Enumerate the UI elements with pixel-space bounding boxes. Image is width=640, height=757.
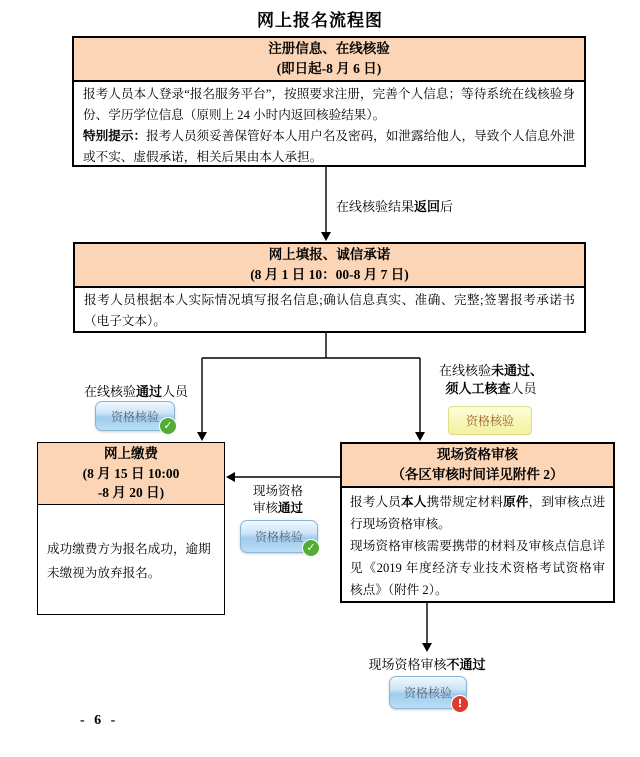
qualification-badge-online-pass	[95, 401, 175, 431]
check-icon: ✓	[302, 539, 320, 557]
label-line: 在线核验未通过、	[438, 363, 544, 378]
flow-node-register-header	[74, 38, 584, 82]
flow-node-onsite	[340, 442, 615, 603]
label-line: 现场资格	[252, 484, 303, 498]
register-body-notice: 特别提示：报考人员须妥善保管好本人用户名及密码，如泄露给他人，导致个人信息外泄或不实、虚假承诺，相关后果由本人承担。	[83, 129, 576, 164]
register-body-text: 报考人员本人登录“报名服务平台”，按照要求注册，完善个人信息；等待系统在线核验身份、学历学位信息（原则上 24 小时内返回核验结果）。	[83, 87, 575, 122]
badge-label: 资格核验	[254, 530, 303, 544]
onsite-body-text: 报考人员本人携带规定材料原件，到审核点进行现场资格审核。	[350, 495, 606, 531]
node-title-line: 网上缴费	[104, 446, 158, 461]
flow-node-onsite-body	[342, 488, 613, 601]
node-date-line: (即日起-8 月 6 日)	[276, 61, 382, 76]
flow-node-register-body	[74, 82, 584, 168]
check-icon: ✓	[159, 417, 177, 435]
flow-node-pay-header	[38, 443, 224, 505]
qualification-badge-onsite-fail	[389, 676, 467, 709]
label-online-check-passed: 在线核验通过人员	[83, 384, 189, 399]
page-number: - 6 -	[80, 713, 119, 728]
arrowhead-into-fill	[321, 232, 331, 241]
alert-icon: !	[451, 695, 469, 713]
badge-label: 资格核验	[465, 414, 514, 428]
flow-node-register	[72, 36, 586, 167]
node-date-line: （各区审核时间详见附件 2）	[391, 467, 564, 482]
flow-node-fill-header	[75, 244, 584, 288]
qualification-badge-manual-check	[448, 406, 532, 435]
flow-node-pay-body	[38, 505, 224, 585]
flow-node-fill-body	[75, 288, 584, 332]
badge-label: 资格核验	[403, 686, 452, 700]
pay-body-text: 成功缴费方为报名成功，逾期未缴视为放弃报名。	[47, 541, 211, 580]
flow-node-onsite-header	[342, 444, 613, 488]
flow-node-fill	[73, 242, 586, 333]
badge-label: 资格核验	[110, 409, 159, 424]
flow-node-pay	[37, 442, 225, 615]
node-title-line: 注册信息、在线核验	[268, 41, 390, 56]
label-line: 审核通过	[252, 500, 304, 515]
label-online-check-failed	[426, 362, 556, 398]
node-date-line: (8 月 15 日 10:00	[82, 465, 180, 481]
node-date-line: -8 月 20 日)	[97, 485, 165, 500]
arrowhead-onsite-fail	[422, 643, 432, 652]
qualification-badge-onsite-pass	[240, 520, 318, 553]
page-title: 网上报名流程图	[257, 11, 383, 31]
node-title-line: 现场资格审核	[437, 447, 518, 462]
label-onsite-review-failed: 现场资格审核不通过	[368, 657, 486, 672]
arrowhead-into-pay-top	[197, 432, 207, 441]
label-onsite-review-passed	[240, 483, 316, 516]
label-after-online-check: 在线核验结果返回后	[336, 199, 454, 214]
node-title-line: 网上填报、诚信承诺	[268, 247, 391, 262]
label-line: 须人工核查人员	[445, 381, 537, 396]
onsite-body-attachment: 现场资格审核需要携带的材料及审核点信息详见《2019 年度经济专业技术资格考试资格审核点》（附件 2）。	[350, 539, 605, 597]
node-date-line: (8 月 1 日 10：00-8 月 7 日)	[250, 267, 409, 282]
arrowhead-into-pay-right	[226, 472, 235, 482]
fill-body-text: 报考人员根据本人实际情况填写报名信息;确认信息真实、准确、完整;签署报考承诺书（电子文本）。	[84, 293, 575, 328]
arrowhead-into-onsite-top	[415, 432, 425, 441]
